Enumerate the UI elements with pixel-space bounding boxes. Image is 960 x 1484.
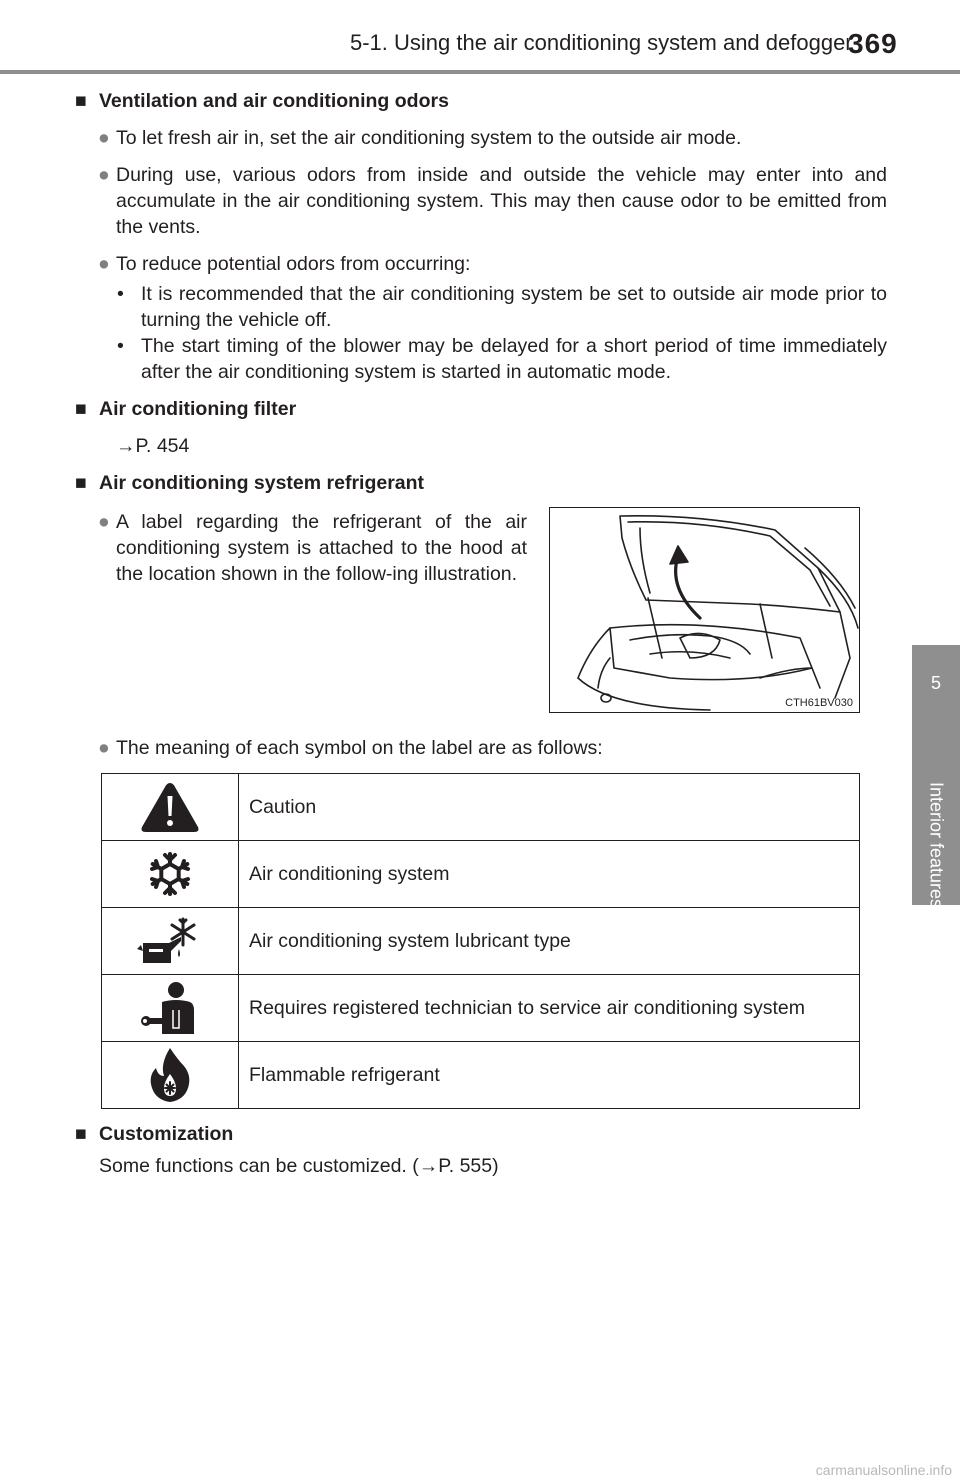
symbol-icon-cell	[102, 975, 239, 1042]
sub-bullet-text: The start timing of the blower may be delayed for a short period of time immediately after the air conditioning system is started in automatic mode.	[141, 335, 887, 383]
page-reference-text: P. 454	[135, 435, 190, 457]
page-reference[interactable]	[75, 433, 887, 459]
open-hood-car-icon	[550, 508, 859, 712]
technician-icon	[140, 980, 200, 1036]
flammable-icon	[148, 1046, 192, 1104]
arrow-icon: →	[418, 1155, 439, 1177]
chapter-label: Interior features	[926, 781, 947, 909]
sub-bullet-text: It is recommended that the air conditioning system be set to outside air mode prior to turning the vehicle off.	[141, 283, 887, 331]
symbol-description: Flammable refrigerant	[239, 1042, 860, 1109]
symbol-table	[101, 773, 860, 1109]
page-content	[75, 88, 887, 1179]
page-number: 369	[848, 28, 898, 59]
bullet-item	[75, 162, 887, 240]
section-heading-text: Air conditioning system refrigerant	[99, 472, 425, 494]
watermark: carmanualsonline.info	[815, 1462, 952, 1478]
header-rule	[0, 70, 960, 74]
square-marker-icon: ■	[75, 472, 87, 494]
caution-icon	[139, 780, 201, 834]
customization-text-before: Some functions can be customized. (	[99, 1155, 419, 1177]
bullet-dot-icon: ●	[98, 511, 110, 533]
section-heading-customization	[75, 1121, 887, 1147]
section-heading-refrigerant	[75, 470, 887, 496]
symbol-description: Air conditioning system	[239, 841, 860, 908]
bullet-dot-icon: ●	[98, 253, 110, 275]
section-heading-text: Ventilation and air conditioning odors	[99, 90, 449, 112]
bullet-dot-icon: ●	[98, 127, 110, 149]
snowflake-icon	[142, 846, 198, 902]
page-reference-link[interactable]	[419, 1155, 492, 1177]
table-row	[102, 774, 860, 841]
square-marker-icon: ■	[75, 90, 87, 112]
bullet-text: To reduce potential odors from occurring:	[116, 253, 471, 275]
bullet-text: To let fresh air in, set the air conditioning system to the outside air mode.	[116, 127, 742, 149]
page-reference-text: P. 555	[438, 1155, 493, 1177]
symbol-icon-cell	[102, 908, 239, 975]
square-marker-icon: ■	[75, 398, 87, 420]
bullet-dot-icon: ●	[98, 737, 110, 759]
header-title: 5-1. Using the air conditioning system and defogger	[350, 30, 853, 55]
bullet-dot-icon: ●	[98, 164, 110, 186]
customization-text	[75, 1153, 887, 1179]
hood-illustration	[549, 507, 860, 713]
chapter-side-tab[interactable]	[912, 645, 960, 909]
table-row	[102, 1042, 860, 1109]
bullet-item	[98, 509, 527, 587]
chapter-number: 5	[930, 673, 941, 693]
bullet-item	[75, 735, 887, 761]
sub-bullet-item	[75, 281, 887, 333]
symbol-description: Requires registered technician to service air conditioning system	[239, 975, 860, 1042]
lubricant-icon	[135, 915, 205, 967]
square-marker-icon: ■	[75, 1123, 87, 1145]
table-row	[102, 908, 860, 975]
illustration-code: CTH61BV030	[785, 697, 853, 709]
bullet-item	[75, 251, 887, 277]
symbol-icon-cell	[102, 841, 239, 908]
section-heading-ventilation	[75, 88, 887, 114]
symbol-icon-cell	[102, 1042, 239, 1109]
bullet-text: The meaning of each symbol on the label are as follows:	[116, 737, 603, 759]
arrow-icon: →	[116, 435, 136, 457]
section-heading-text: Air conditioning filter	[99, 398, 297, 420]
table-row	[102, 975, 860, 1042]
symbol-description: Air conditioning system lubricant type	[239, 908, 860, 975]
section-heading-text: Customization	[99, 1123, 234, 1145]
section-heading-filter	[75, 396, 887, 422]
symbol-icon-cell	[102, 774, 239, 841]
symbol-description: Caution	[239, 774, 860, 841]
hood-label-row	[75, 507, 887, 725]
bullet-item	[75, 125, 887, 151]
customization-text-after: )	[492, 1155, 499, 1177]
table-row	[102, 841, 860, 908]
bullet-text: A label regarding the refrigerant of the air conditioning system is attached to the hood at the location shown in the follow-ing illustration.	[116, 511, 527, 585]
sub-bullet-dot-icon: •	[117, 283, 124, 305]
bullet-text: During use, various odors from inside and outside the vehicle may enter into and accumulate in the air conditioning system. This may then cause odor to be emitted from the vents.	[116, 164, 887, 238]
sub-bullet-dot-icon: •	[117, 335, 124, 357]
sub-bullet-item	[75, 333, 887, 385]
